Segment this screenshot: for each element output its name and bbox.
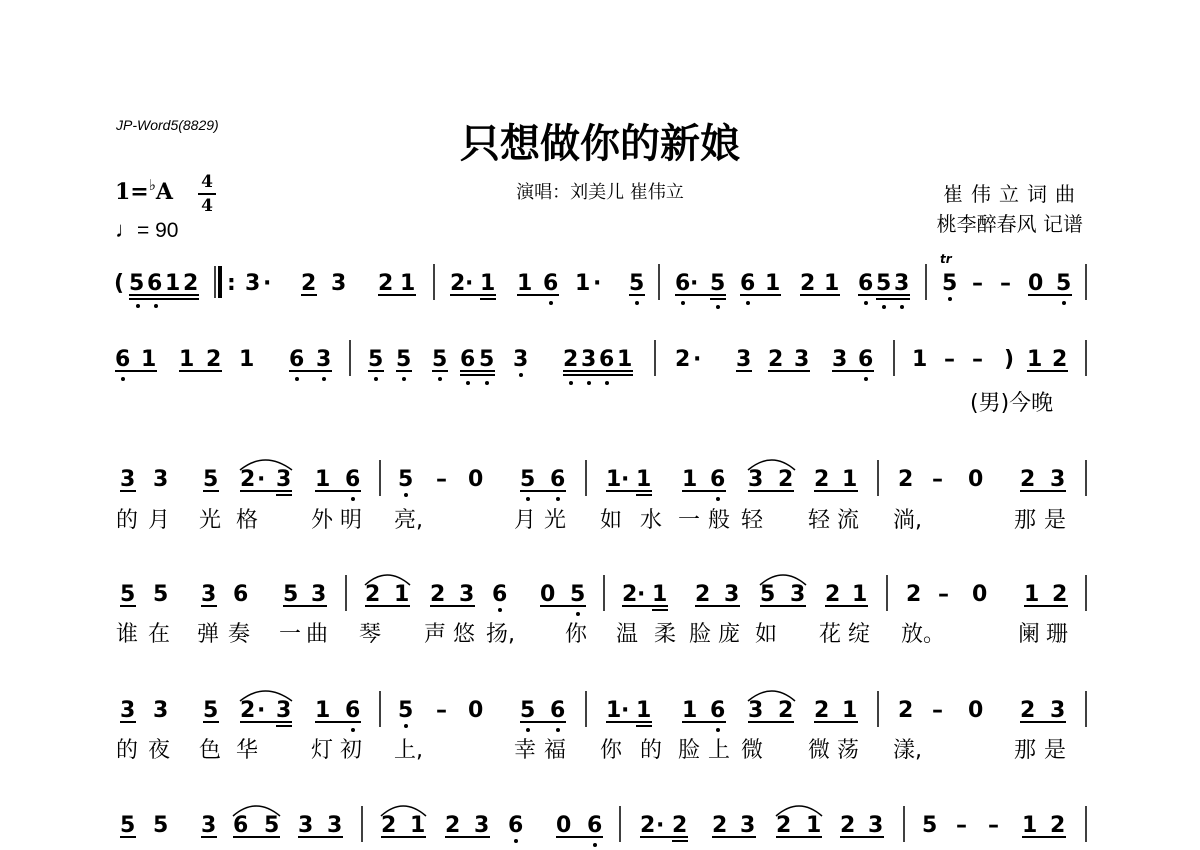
low-dot [351,497,355,501]
low-dot [716,728,720,732]
note: 6 [115,347,131,372]
lyric: 微 [741,738,764,763]
dash: – [988,813,999,838]
lyric: 亮, [394,508,423,533]
note: 3 [120,467,136,492]
low-dot [136,304,140,308]
low-dot [556,728,560,732]
note: 3 [1050,467,1066,492]
note: 3 [331,271,347,296]
note: 1 [315,467,331,492]
low-dot [681,301,685,305]
low-dot [154,304,158,308]
lyric: 一 [279,622,302,647]
lyric: 一 [678,508,701,533]
note: 3 [724,582,740,607]
note: 5 [432,347,448,372]
note: 2 [563,347,579,372]
dash: – [436,698,447,723]
low-dot [716,305,720,309]
lyric: 光 [199,508,222,533]
dot: · [621,467,630,492]
note: 3 [790,582,806,607]
note: 3 [153,467,169,492]
note: 2 [825,582,841,607]
lyric: 上, [394,738,423,763]
lyric: 漾, [893,738,922,763]
lyric: 月 [514,508,537,533]
lyric: 初 [340,738,363,763]
low-dot [746,301,750,305]
lyric: 奏 [228,622,251,647]
note: 6 [550,467,566,492]
note: 1 [394,582,410,607]
note: 5 [283,582,299,607]
low-dot [498,608,502,612]
lyric: 般 [708,508,731,533]
note: 2 [450,271,466,296]
note: 1 [1024,582,1040,607]
note: 2 [240,698,256,723]
note: 5 [153,582,169,607]
note: 1 [400,271,416,296]
lyric: 曲 [306,622,329,647]
note: 5 [942,271,958,296]
trill-mark: tr [940,252,952,266]
note: 2 [778,698,794,723]
low-dot [295,377,299,381]
score-line-5 [116,691,1086,763]
lyric: 庞 [718,622,741,647]
dot: · [693,347,702,372]
note: 1 [315,698,331,723]
note: 5 [203,698,219,723]
rest: 0 [968,467,984,492]
note: 2 [1052,347,1068,372]
lyric: 上 [708,738,731,763]
note: 2 [768,347,784,372]
lyric: 绽 [848,622,871,647]
note: 2 [898,467,914,492]
note: 1 [682,467,698,492]
note: 3 [459,582,475,607]
note: 6 [587,813,603,838]
low-dot [635,301,639,305]
note: 2 [1020,698,1036,723]
note: 2 [1050,813,1066,838]
dot: · [257,698,266,723]
low-dot [519,373,523,377]
note: 2 [840,813,856,838]
lyric: 声 [424,622,447,647]
lyric: 柔 [654,622,677,647]
dash: – [1000,271,1011,296]
note: 1 [842,467,858,492]
note: 6 [550,698,566,723]
note: 5 [120,813,136,838]
note: 5 [922,813,938,838]
lyric: 夜 [148,738,171,763]
note: 1 [682,698,698,723]
lyric: 脸 [678,738,701,763]
note: 5 [710,271,726,296]
note: 2 [898,698,914,723]
note: 2 [622,582,638,607]
note: 3 [153,698,169,723]
lyric: 阑 [1018,622,1041,647]
note: 6 [543,271,559,296]
note: 5 [876,271,892,296]
lyric-male-intro: (男)今晚 [970,391,1054,416]
low-dot [882,305,886,309]
lyric: 是 [1044,738,1067,763]
lyric: 脸 [689,622,712,647]
note: 2 [672,813,688,838]
note: 2 [183,271,199,296]
note: 1 [912,347,928,372]
lyric: 格 [236,508,259,533]
lyric: 的 [116,508,139,533]
low-dot [864,301,868,305]
note: 5 [398,467,414,492]
note: 6 [710,467,726,492]
low-dot [485,381,489,385]
score-line-6 [120,806,1086,847]
rest: 0 [972,582,988,607]
note: 3 [316,347,332,372]
note: 3 [894,271,910,296]
note: 5 [520,698,536,723]
lyric: 色 [199,738,222,763]
lyric: 弹 [197,622,220,647]
note: 2 [365,582,381,607]
note: 2 [430,582,446,607]
lyric: 福 [544,738,567,763]
lyric: 珊 [1046,622,1069,647]
low-dot [900,305,904,309]
lyric: 谁 [116,622,139,647]
note: 3 [245,271,261,296]
lyric: 流 [837,508,860,533]
note: 6 [599,347,615,372]
lyric: 轻 [741,508,764,533]
note: 1 [852,582,868,607]
dash: – [972,347,983,372]
note: 5 [264,813,280,838]
dash: – [932,467,943,492]
score-line-1 [114,252,1086,309]
low-dot [514,839,518,843]
note: 3 [832,347,848,372]
note: 2 [776,813,792,838]
note: 3 [276,698,292,723]
note: 2 [695,582,711,607]
rest: 0 [468,698,484,723]
note: 3 [120,698,136,723]
note: 5 [398,698,414,723]
note: 6 [289,347,305,372]
lyric: 悠 [453,622,476,647]
low-dot [569,381,573,385]
note: 5 [153,813,169,838]
note: 1 [806,813,822,838]
note: 6 [710,698,726,723]
note: 1 [410,813,426,838]
note: 3 [327,813,343,838]
low-dot [864,377,868,381]
lyric: 光 [544,508,567,533]
dot: · [263,271,272,296]
note: 1 [636,467,652,492]
note: 2 [906,582,922,607]
lyric: 温 [616,622,639,647]
composer-credit: 崔伟立词曲 [943,182,1083,206]
meter-bottom: 4 [201,196,213,216]
note: 5 [520,467,536,492]
note: 1 [480,271,496,296]
note: 3 [748,698,764,723]
note: 1 [239,347,255,372]
note: 6 [345,467,361,492]
note: 5 [1056,271,1072,296]
lyric: 明 [340,508,363,533]
low-dot [351,728,355,732]
lyric: 花 [819,622,842,647]
note: 3 [581,347,597,372]
note: 3 [868,813,884,838]
tempo-value: = 90 [137,219,179,242]
rest: 0 [556,813,572,838]
note: 2 [814,698,830,723]
lyric: 如 [600,508,623,533]
note: 2 [640,813,656,838]
note: 5 [129,271,145,296]
score-line-4 [116,575,1086,647]
lyric: 水 [640,508,663,533]
note: 6 [147,271,163,296]
score-line-3 [116,460,1086,533]
low-dot [402,377,406,381]
note: 2 [778,467,794,492]
meter-top: 4 [201,172,213,192]
note: 1 [141,347,157,372]
note: 5 [629,271,645,296]
dash: – [944,347,955,372]
dot: · [656,813,665,838]
low-dot [587,381,591,385]
note: 5 [396,347,412,372]
low-dot [322,377,326,381]
software-watermark: JP-Word5(8829) [116,117,219,133]
low-dot [1062,301,1066,305]
note: 5 [120,582,136,607]
low-dot [549,301,553,305]
note: 2 [301,271,317,296]
dash: – [972,271,983,296]
dot: · [621,698,630,723]
low-dot [556,497,560,501]
flat-icon: ♭ [148,176,156,194]
note: 2 [381,813,397,838]
lyric: 那 [1014,738,1037,763]
low-dot [593,843,597,847]
note: 6 [233,813,249,838]
note: 3 [474,813,490,838]
note: 3 [201,813,217,838]
note: 5 [760,582,776,607]
lyric: 你 [565,622,588,647]
note: 2 [206,347,222,372]
dash: – [436,467,447,492]
lyric: 幸 [514,738,537,763]
note: 1 [606,698,622,723]
note: 1 [1027,347,1043,372]
note: 6 [858,347,874,372]
lyric: 华 [236,738,259,763]
low-dot [404,493,408,497]
lyric: 外 [311,508,334,533]
note: 6 [508,813,524,838]
note: 5 [479,347,495,372]
note: 1 [606,467,622,492]
lyric: 那 [1014,508,1037,533]
note: 1 [652,582,668,607]
dot: · [257,467,266,492]
note: 2 [445,813,461,838]
note: 6 [858,271,874,296]
note: 2 [814,467,830,492]
low-dot [374,377,378,381]
paren-close: ) [1004,347,1015,372]
note: 5 [368,347,384,372]
note: 2 [1052,582,1068,607]
low-dot [716,497,720,501]
lyric: 的 [640,738,663,763]
dash: – [956,813,967,838]
note: 6 [675,271,691,296]
note: 1 [842,698,858,723]
note: 2 [378,271,394,296]
lyric: 淌, [893,508,922,533]
note: 2 [675,347,691,372]
song-title: 只想做你的新娘 [460,120,740,167]
rest: 0 [468,467,484,492]
key-name: A [155,179,173,205]
lyric: 在 [148,622,171,647]
lyric: 扬, [486,622,515,647]
dash: – [938,582,949,607]
note: 3 [298,813,314,838]
dot: · [690,271,699,296]
note: 1 [765,271,781,296]
note: 5 [203,467,219,492]
note: ( [114,271,125,296]
low-dot [438,377,442,381]
note: 1 [165,271,181,296]
lyric: 的 [116,738,139,763]
note: 3 [748,467,764,492]
rest: 0 [540,582,556,607]
note: 2 [712,813,728,838]
note: 1 [179,347,195,372]
note: 6 [492,582,508,607]
lyric: 琴 [359,622,382,647]
note: 6 [233,582,249,607]
low-dot [404,724,408,728]
dash: – [932,698,943,723]
low-dot [948,297,952,301]
transcriber-credit: 桃李醉春风 记谱 [936,212,1083,236]
note: 3 [736,347,752,372]
rest: 0 [968,698,984,723]
key-prefix: 1= [115,179,149,205]
low-dot [526,728,530,732]
note: 3 [513,347,529,372]
note: 3 [201,582,217,607]
note: 1 [1022,813,1038,838]
low-dot [605,381,609,385]
dot: · [465,271,474,296]
note: 3 [276,467,292,492]
lyric: 微 [808,738,831,763]
low-dot [526,497,530,501]
low-dot [466,381,470,385]
note: 6 [740,271,756,296]
note: 1 [517,271,533,296]
note: 3 [311,582,327,607]
lyric: 放。 [901,622,946,647]
lyric: 月 [148,508,171,533]
rest: 0 [1028,271,1044,296]
dot: · [593,271,602,296]
note: 1 [617,347,633,372]
score-line-2 [115,340,1086,416]
note: 3 [1050,698,1066,723]
quarter-note-icon: ♩ [115,217,137,242]
note: 6 [345,698,361,723]
repeat-colon: : [227,271,236,296]
low-dot [121,377,125,381]
note: 1 [824,271,840,296]
lyric: 你 [600,738,623,763]
note: 6 [460,347,476,372]
note: 3 [794,347,810,372]
singer-credit: 演唱：刘美儿 崔伟立 [516,182,684,203]
dot: · [637,582,646,607]
note: 5 [570,582,586,607]
note: 2 [240,467,256,492]
note: 2 [800,271,816,296]
note: 3 [740,813,756,838]
lyric: 轻 [808,508,831,533]
note: 2 [1020,467,1036,492]
note: 1 [636,698,652,723]
note: 1 [575,271,591,296]
lyric: 如 [755,622,778,647]
lyric: 灯 [311,738,334,763]
lyric: 是 [1044,508,1067,533]
low-dot [576,612,580,616]
lyric: 荡 [837,738,860,763]
